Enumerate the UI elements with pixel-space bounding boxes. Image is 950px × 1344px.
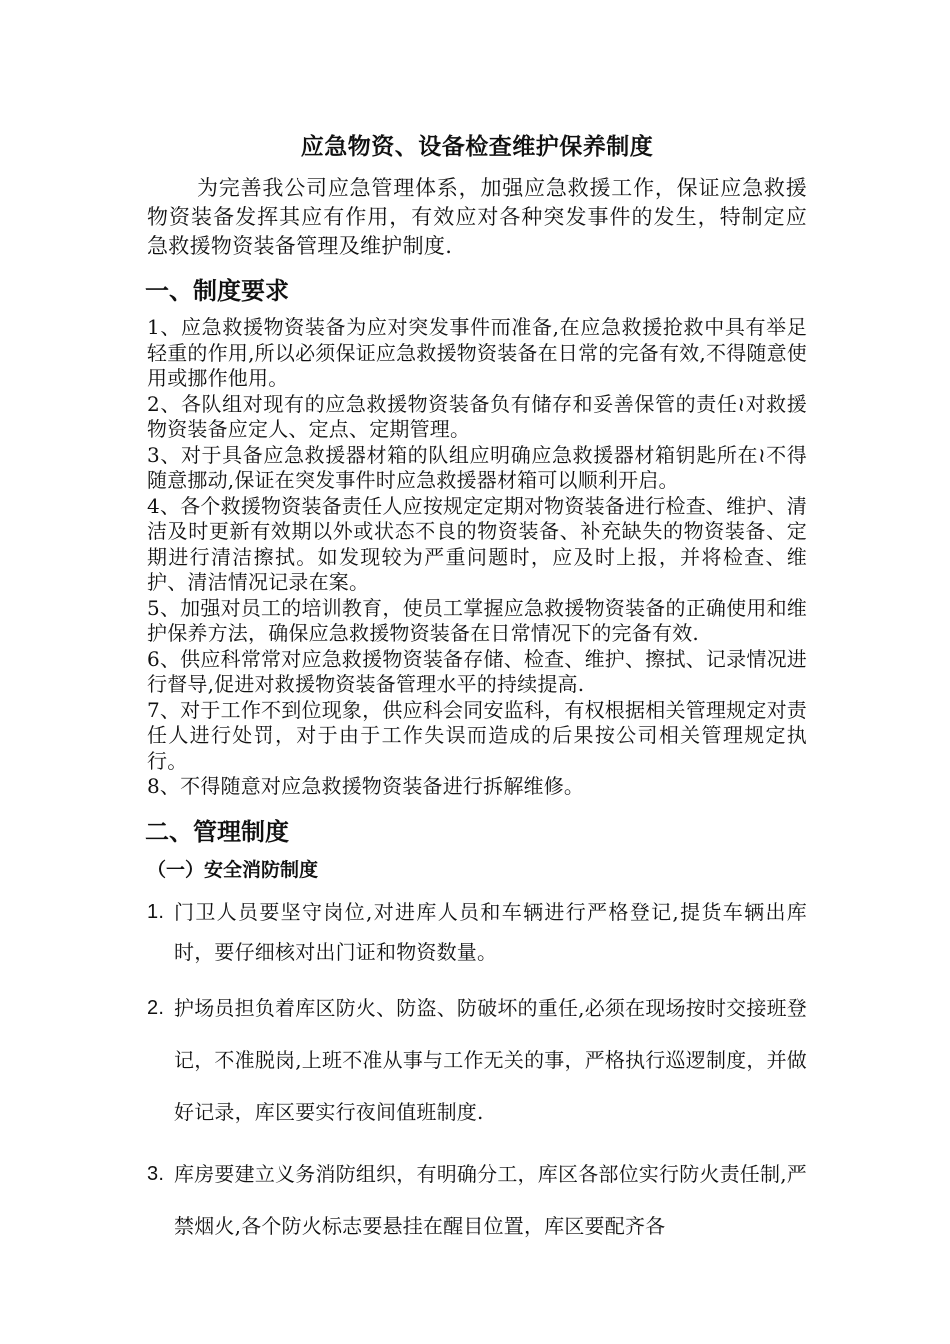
list-text: 护场员担负着库区防火、防盗、防破坏的重任,必须在现场按时交接班登记，不准脱岗,上班不准从事与工作无关的事，严格执行巡逻制度，并做好记录，库区要实行夜间值班制度.	[174, 995, 807, 1124]
list-number: 3.	[147, 1162, 165, 1185]
fire-safety-list	[147, 892, 807, 1252]
requirement-item: 2、各队组对现有的应急救援物资装备负有储存和妥善保管的责任≀对救援物资装备应定人、定点、定期管理。	[147, 391, 807, 441]
document-page	[147, 132, 807, 1262]
list-item	[147, 892, 807, 972]
requirement-item: 3、对于具备应急救援器材箱的队组应明确应急救援器材箱钥匙所在≀不得随意挪动,保证在突发事件时应急救援器材箱可以顺利开启。	[147, 442, 807, 492]
list-text: 库房要建立义务消防组织，有明确分工，库区各部位实行防火责任制,严禁烟火,各个防火标志要悬挂在醒目位置，库区要配齐各	[174, 1161, 807, 1238]
list-text: 门卫人员要坚守岗位,对进库人员和车辆进行严格登记,提货车辆出库时，要仔细核对出门证和物资数量。	[174, 899, 807, 964]
subsection-heading: （一）安全消防制度	[147, 858, 319, 881]
requirement-item: 7、对于工作不到位现象，供应科会同安监科，有权根据相关管理规定对责任人进行处罚，对于由于工作失误而造成的后果按公司相关管理规定执行。	[147, 697, 807, 773]
list-number: 1.	[147, 900, 165, 923]
requirement-item: 6、供应科常常对应急救援物资装备存储、检查、维护、擦拭、记录情况进行督导,促进对救援物资装备管理水平的持续提高.	[147, 646, 807, 696]
requirement-item: 5、加强对员工的培训教育，使员工掌握应急救援物资装备的正确使用和维护保养方法，确保应急救援物资装备在日常情况下的完备有效.	[147, 595, 807, 645]
intro-paragraph: 为完善我公司应急管理体系，加强应急救援工作，保证应急救援物资装备发挥其应有作用，有效应对各种突发事件的发生，特制定应急救援物资装备管理及维护制度.	[147, 176, 807, 258]
list-item	[147, 982, 807, 1138]
document-title: 应急物资、设备检查维护保养制度	[300, 134, 654, 160]
section2-heading: 二、管理制度	[145, 817, 289, 846]
requirement-item: 4、各个救援物资装备责任人应按规定定期对物资装备进行检查、维护、清洁及时更新有效期以外或状态不良的物资装备、补充缺失的物资装备、定期进行清洁擦拭。如发现较为严重问题时，应及时上报，并将检查、维护、清洁情况记录在案。	[147, 493, 807, 594]
section1-heading: 一、制度要求	[145, 277, 289, 305]
requirement-item: 1、应急救援物资装备为应对突发事件而准备,在应急救援抢救中具有举足轻重的作用,所以必须保证应急救援物资装备在日常的完备有效,不得随意使用或挪作他用。	[147, 315, 807, 390]
list-item	[147, 1148, 807, 1252]
list-number: 2.	[147, 996, 165, 1019]
requirement-item: 8、不得随意对应急救援物资装备进行拆解维修。	[147, 774, 585, 798]
requirements-list	[147, 315, 807, 800]
